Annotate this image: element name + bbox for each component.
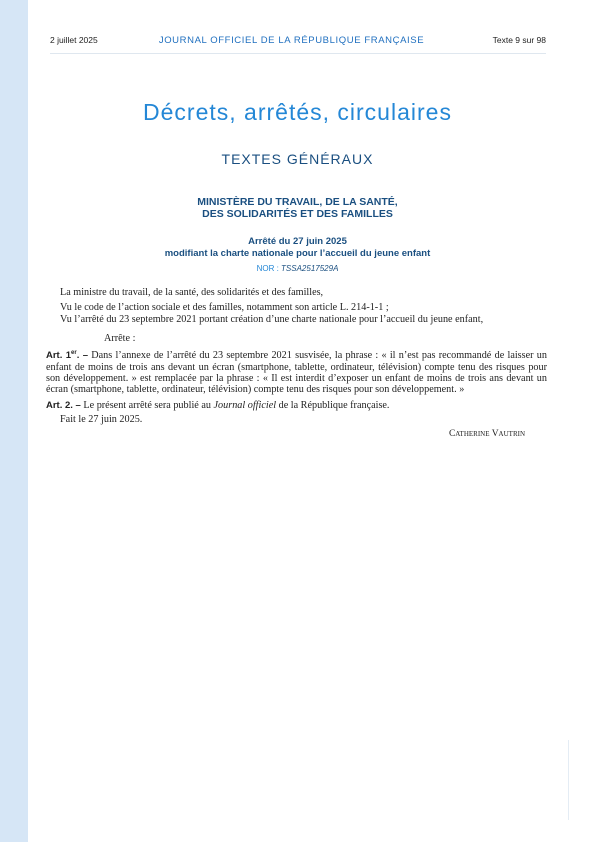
arrete-decision-word: Arrête : [104,332,136,344]
article-2-text-after: de la République française. [276,399,390,411]
ministry-heading [0,196,595,220]
nor-label: NOR : [256,264,282,273]
nor-code: TSSA2517529A [281,264,339,273]
arrete-body [46,287,547,440]
subsection-title: TEXTES GÉNÉRAUX [221,151,374,167]
article-1-ordinal-suffix: er [71,350,77,357]
nor-reference [0,264,595,273]
intro-paragraph: La ministre du travail, de la santé, des solidarités et des familles, [60,287,324,298]
left-margin-band [0,0,28,842]
signatory: Catherine Vautrin [448,429,525,440]
section-title: Décrets, arrêtés, circulaires [143,99,452,125]
article-2-label: Art. 2. – [46,399,81,411]
ministry-line-1: MINISTÈRE DU TRAVAIL, DE LA SANTÉ, [197,196,398,208]
arrete-title-line-1: Arrêté du 27 juin 2025 [248,236,347,247]
article-1-text: Dans l’annexe de l’arrêté du 23 septembre 2021 susvisée, la phrase : « il n’est pas recommandé de laisser un enfant de moins de trois ans devant un écran (smartphone, tablette, ordinateur, télévision) compte tenu des risques pour son développement. » est remplacée par la phrase : « Il est interdit d’exposer un enfant de moins de trois ans devant un écran (smartphone, tablette, ordinateur, télévision) compte tenu des risques pour son développement. » [46,350,547,396]
right-margin-rule [568,740,569,820]
signing-date: Fait le 27 juin 2025. [60,413,143,425]
article-1 [46,348,547,395]
header-divider [50,53,546,54]
article-2-journal-italic: Journal officiel [213,399,277,411]
header-journal-title: JOURNAL OFFICIEL DE LA RÉPUBLIQUE FRANÇAISE [158,35,425,46]
page-header [0,35,595,49]
visa-1: Vu le code de l’action sociale et des familles, notamment son article L. 214-1-1 ; [60,302,389,314]
article-1-label: Art. 1er. – [46,350,88,362]
header-date: 2 juillet 2025 [50,35,98,45]
header-text-number: Texte 9 sur 98 [492,35,546,45]
article-2-text-before: Le présent arrêté sera publié au [80,399,214,411]
visa-2: Vu l’arrêté du 23 septembre 2021 portant création d’une charte nationale pour l’accueil du jeune enfant, [60,313,484,325]
arrete-title [0,236,595,260]
article-2 [46,400,547,411]
ministry-line-2: DES SOLIDARITÉS ET DES FAMILLES [202,208,393,220]
arrete-title-line-2: modifiant la charte nationale pour l’accueil du jeune enfant [164,248,431,259]
